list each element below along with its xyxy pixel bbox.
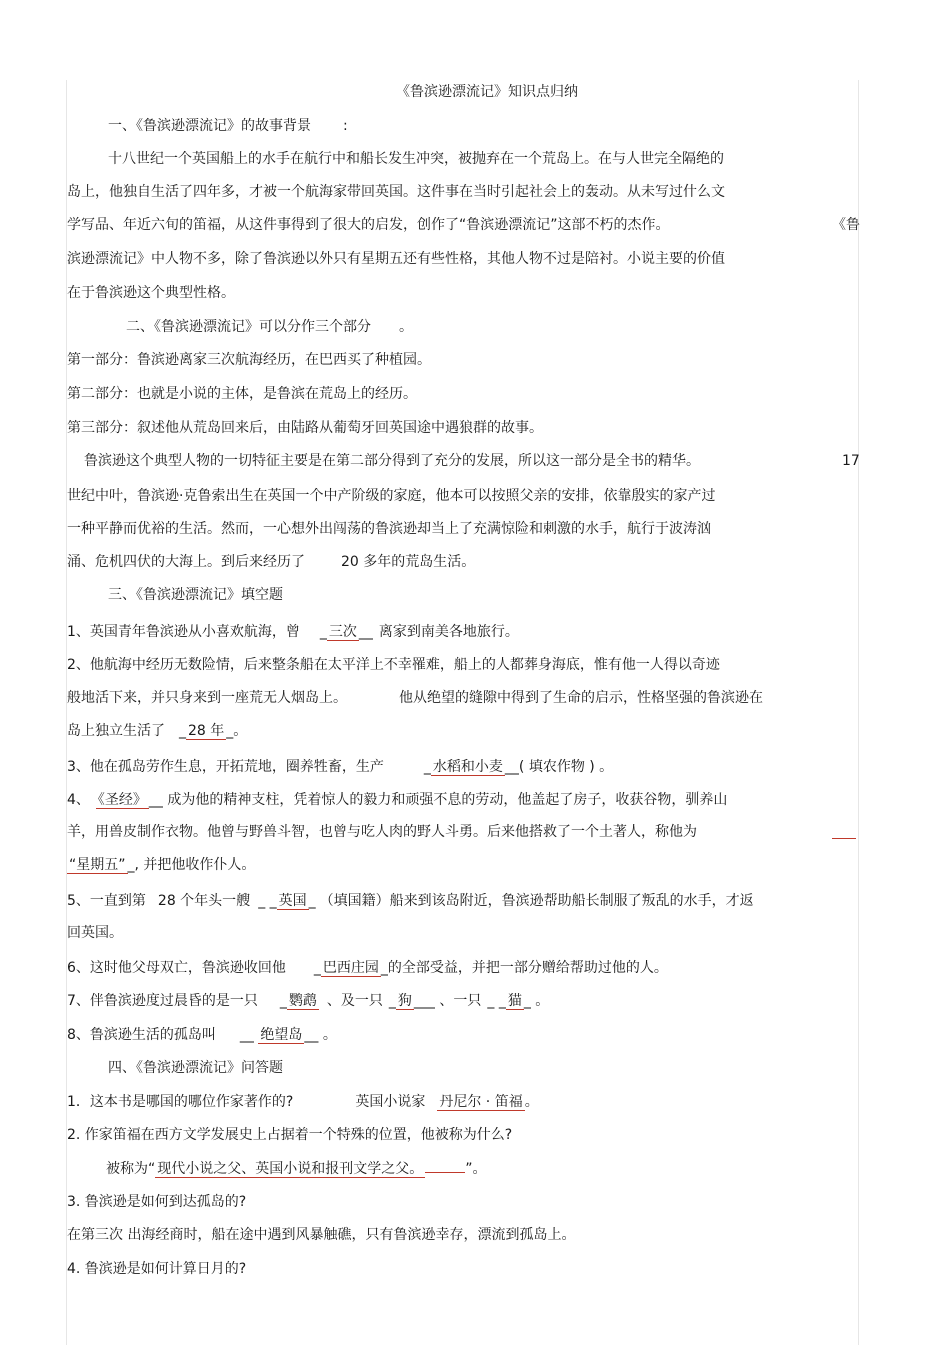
q2-blank: _ 28 年 _ bbox=[179, 723, 234, 739]
section-1-heading-text: 一、《鲁滨逊漂流记》的故事背景 bbox=[108, 118, 311, 134]
q7-answer-3: 猫 bbox=[507, 993, 522, 1009]
q6-blank: _ 巴西庄园 _ bbox=[313, 960, 388, 976]
q3-blank: _ 水稻和小麦 __ bbox=[423, 759, 519, 775]
fill-q5-line-2: 回英国。 bbox=[67, 925, 123, 941]
q4-answer: 《圣经》 bbox=[97, 792, 147, 808]
q2-suffix: 。 bbox=[233, 723, 248, 739]
q4-answer-2: “星期五” bbox=[69, 857, 126, 873]
s2-line-4-text: 涌、危机四伏的大海上。到后来经历了 bbox=[67, 554, 305, 570]
part-2: 第二部分：也就是小说的主体，是鲁滨在荒岛上的经历。 bbox=[67, 386, 417, 402]
qa-q1 bbox=[67, 1092, 539, 1112]
q7-answer-1: 鹦鹉 bbox=[288, 993, 317, 1009]
q5-answer: 英国 bbox=[278, 893, 307, 909]
q2-answer: 28 年 bbox=[188, 723, 225, 739]
q5-middle: 28 个年头一艘 bbox=[157, 893, 251, 909]
q7-suffix: 。 bbox=[535, 993, 550, 1009]
q7-blank-2: _ 狗 ___ bbox=[388, 993, 440, 1009]
qa-a2 bbox=[106, 1158, 487, 1179]
s2-paragraph-line-3: 一种平静而优裕的生活。然而，一心想外出闯荡的鲁滨逊却当上了充满惊险和刺激的水手，航行于波涛汹 bbox=[67, 521, 711, 537]
q7-blank-3: _ _ 猫 _ bbox=[487, 993, 536, 1009]
q3-prefix: 3、他在孤岛劳作生息，开拓荒地，圈养牲畜，生产 bbox=[67, 759, 384, 775]
document-title: 《鲁滨逊漂流记》知识点归纳 bbox=[396, 84, 578, 100]
fill-q4-line-3 bbox=[67, 855, 255, 875]
part-1: 第一部分：鲁滨逊离家三次航海经历，在巴西买了种植园。 bbox=[67, 352, 431, 368]
q2-line-2-text: 般地活下来，并只身来到一座荒无人烟岛上。 bbox=[67, 690, 347, 706]
s2-paragraph-line-1: 鲁滨逊这个典型人物的一切特征主要是在第二部分得到了充分的发展，所以这一部分是全书的精华。 bbox=[84, 453, 700, 469]
left-margin-line bbox=[66, 80, 67, 1345]
section-4-heading: 四、《鲁滨逊漂流记》问答题 bbox=[108, 1060, 283, 1076]
fill-q4-line-2: 羊，用兽皮制作衣物。他曾与野兽斗智，也曾与吃人肉的野人斗勇。后来他搭救了一个土著人，称他为 bbox=[67, 824, 697, 840]
fill-q2-line-3 bbox=[67, 721, 247, 741]
q4-suffix: 成为他的精神支柱，凭着惊人的毅力和顽强不息的劳动，他盖起了房子，收获谷物，驯养山 bbox=[167, 792, 728, 808]
s1-margin-note: 《鲁 bbox=[832, 217, 860, 233]
q6-suffix: 的全部受益，并把一部分赠给帮助过他的人。 bbox=[387, 960, 668, 976]
q6-answer: 巴西庄园 bbox=[322, 960, 379, 976]
fill-q8 bbox=[67, 1025, 337, 1045]
qa-q1-answer-prefix: 英国小说家 bbox=[355, 1094, 426, 1110]
s1-paragraph-line-4: 滨逊漂流记》中人物不多，除了鲁滨逊以外只有星期五还有些性格，其他人物不过是陪衬。小说主要的价值 bbox=[67, 251, 725, 267]
q1-suffix: 离家到南美各地旅行。 bbox=[378, 624, 519, 640]
part-3: 第三部分：叙述他从荒岛回来后，由陆路从葡萄牙回英国途中遇狼群的故事。 bbox=[67, 420, 543, 436]
qa-a2-prefix: 被称为“ bbox=[106, 1161, 156, 1177]
q5-prefix: 5、一直到第 bbox=[67, 893, 146, 909]
q2-line-3-text: 岛上独立生活了 bbox=[67, 723, 165, 739]
s2-line-4-years: 20 多年的荒岛生活。 bbox=[341, 554, 476, 570]
q8-suffix: 。 bbox=[322, 1027, 337, 1043]
q7-blank-1: _ 鹦鹉 bbox=[279, 993, 317, 1009]
qa-q3: 3. 鲁滨逊是如何到达孤岛的? bbox=[67, 1194, 247, 1210]
qa-a2-suffix: ”。 bbox=[465, 1161, 487, 1177]
section-2-dot: 。 bbox=[399, 319, 413, 335]
qa-q1-question: 1．这本书是哪国的哪位作家著作的? bbox=[67, 1094, 294, 1110]
margin-red-dash bbox=[832, 838, 856, 839]
q3-suffix: ( 填农作物 ) 。 bbox=[518, 759, 614, 775]
qa-a2-answer: 现代小说之父、英国小说和报刊文学之父。 bbox=[157, 1161, 424, 1177]
fill-q2-line-1: 2、他航海中经历无数险情，后来整条船在太平洋上不幸罹难，船上的人都葬身海底，惟有他一人得以奇迹 bbox=[67, 657, 720, 673]
fill-q6 bbox=[67, 958, 668, 978]
fill-q1 bbox=[67, 622, 519, 642]
q5-suffix: （填国籍）船来到该岛附近，鲁滨逊帮助船长制服了叛乱的水手，才返 bbox=[319, 893, 754, 909]
qa-q2: 2. 作家笛福在西方文学发展史上占据着一个特殊的位置，他被称为什么? bbox=[67, 1127, 513, 1143]
s1-paragraph-line-3: 学写品、年近六旬的笛福，从这件事得到了很大的启发，创作了“鲁滨逊漂流记”这部不朽的杰作。 bbox=[67, 217, 670, 233]
q1-prefix: 1、英国青年鲁滨逊从小喜欢航海，曾 bbox=[67, 624, 300, 640]
qa-q1-suffix: 。 bbox=[524, 1094, 539, 1110]
qa-a3: 在第三次 出海经商时，船在途中遇到风暴触礁，只有鲁滨逊幸存，漂流到孤岛上。 bbox=[67, 1227, 576, 1243]
q7-answer-2: 狗 bbox=[397, 993, 412, 1009]
q8-prefix: 8、鲁滨逊生活的孤岛叫 bbox=[67, 1027, 216, 1043]
right-margin-line bbox=[858, 80, 859, 1345]
q7-mid-2: 、一只 bbox=[439, 993, 482, 1009]
section-2-heading bbox=[126, 317, 413, 337]
q8-answer: 绝望岛 bbox=[260, 1027, 303, 1043]
q4-prefix: 4、 bbox=[67, 792, 90, 808]
fill-q3 bbox=[67, 757, 613, 777]
q4-suffix-2: , 并把他收作仆人。 bbox=[134, 857, 256, 873]
q7-prefix: 7、伴鲁滨逊度过晨昏的是一只 bbox=[67, 993, 258, 1009]
section-1-colon: : bbox=[343, 118, 348, 134]
section-2-heading-text: 二、《鲁滨逊漂流记》可以分作三个部分 bbox=[126, 319, 371, 335]
s2-paragraph-line-4 bbox=[67, 552, 475, 572]
fill-q2-line-2 bbox=[67, 688, 763, 708]
q8-blank: __ 绝望岛 __ bbox=[239, 1027, 323, 1043]
q5-blank: _ _ 英国 _ bbox=[258, 893, 316, 909]
q7-mid-1: 、及一只 bbox=[326, 993, 383, 1009]
qa-q4: 4. 鲁滨逊是如何计算日月的? bbox=[67, 1261, 247, 1277]
q3-answer: 水稻和小麦 bbox=[432, 759, 503, 775]
s1-paragraph-line-5: 在于鲁滨逊这个典型性格。 bbox=[67, 285, 235, 301]
fill-q5-line-1 bbox=[67, 891, 754, 911]
q2-line-2-tail: 他从绝望的缝隙中得到了生命的启示，性格坚强的鲁滨逊在 bbox=[399, 690, 763, 706]
s1-paragraph-line-2: 岛上，他独自生活了四年多，才被一个航海家带回英国。这件事在当时引起社会上的轰动。从未写过什么文 bbox=[67, 184, 725, 200]
q1-blank: _ 三次 __ bbox=[319, 624, 373, 640]
fill-q7 bbox=[67, 991, 549, 1011]
q4-blank-2: _ bbox=[127, 857, 135, 873]
q1-answer: 三次 bbox=[328, 624, 357, 640]
q6-prefix: 6、这时他父母双亡，鲁滨逊收回他 bbox=[67, 960, 286, 976]
section-3-heading: 三、《鲁滨逊漂流记》填空题 bbox=[108, 587, 283, 603]
s2-margin-note: 17 bbox=[842, 453, 860, 469]
s1-paragraph-line-1: 十八世纪一个英国船上的水手在航行中和船长发生冲突，被抛弃在一个荒岛上。在与人世完全隔绝的 bbox=[108, 151, 724, 167]
qa-q1-answer: 丹尼尔 · 笛福 bbox=[439, 1094, 523, 1110]
section-1-heading bbox=[108, 116, 348, 136]
q4-blank: 《圣经》 __ bbox=[97, 792, 168, 808]
qa-a2-gap bbox=[425, 1158, 465, 1173]
s2-paragraph-line-2: 世纪中叶，鲁滨逊·克鲁索出生在英国一个中产阶级的家庭，他本可以按照父亲的安排，依靠殷实的家产过 bbox=[67, 488, 716, 504]
fill-q4-line-1 bbox=[67, 790, 727, 810]
